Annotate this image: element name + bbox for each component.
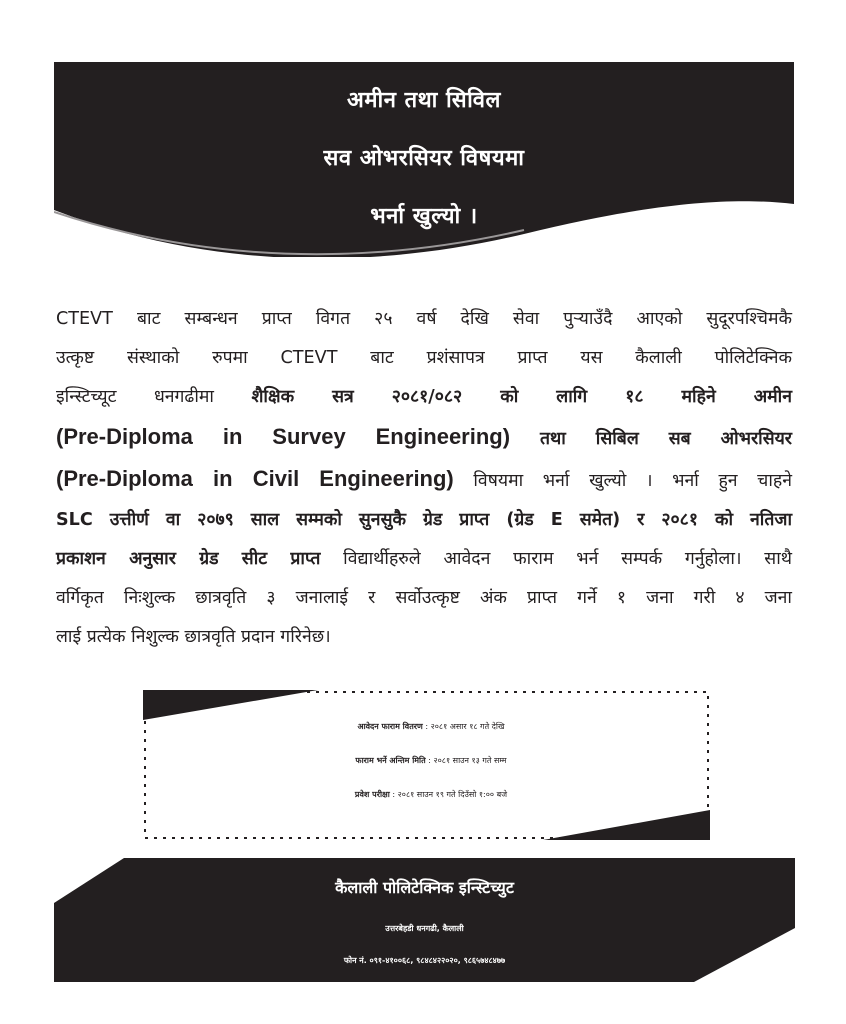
institute-phone: फोन नं. ०९१-४१००६८, ९८४८४२२०२०, ९८६५७४८४७७ [343, 956, 506, 965]
notice-body [56, 300, 792, 657]
headline-line-3: भर्ना खुल्यो । [370, 204, 478, 229]
footer-banner [54, 858, 795, 982]
body-line-7b: विद्यार्थीहरुले आवेदन फाराम भर्न सम्पर्क गर्नुहोला। साथै [320, 549, 792, 569]
headline-line-1: अमीन तथा सिविल [347, 88, 501, 113]
body-line-3a: इन्स्टिच्यूट धनगढीमा [56, 387, 252, 407]
institute-address: उत्तरबेहडी धनगढी, कैलाली [385, 924, 464, 933]
schedule-deadline-label: फाराम भर्ने अन्तिम मिति [355, 756, 426, 765]
header-banner [54, 62, 794, 257]
body-line-7 [56, 540, 792, 579]
body-line-5b: विषयमा भर्ना खुल्यो । भर्ना हुन चाहने [453, 471, 792, 491]
body-line-7a: प्रकाशन अनुसार ग्रेड सीट प्राप्त [56, 549, 321, 569]
body-line-1: CTEVT बाट सम्बन्धन प्राप्त विगत २५ वर्ष देखि सेवा पुऱ्याउँदै आएको सुदूरपश्चिमकै [56, 309, 792, 329]
body-line-9: लाई प्रत्येक निशुल्क छात्रवृति प्रदान गरिनेछ। [56, 627, 331, 647]
body-line-3 [56, 378, 792, 417]
headline-line-2: सव ओभरसियर विषयमा [323, 146, 525, 171]
body-line-8: वर्गिकृत निःशुल्क छात्रवृति ३ जनालाई र सर्वोउत्कृष्ट अंक प्राप्त गर्ने १ जना गरी ४ जना [56, 588, 792, 608]
schedule-exam-value: : २०८१ साउन १९ गते दिउँसो १:०० बजे [389, 790, 508, 799]
schedule-deadline [181, 744, 681, 778]
institute-name: कैलाली पोलिटेक्निक इन्स्टिच्युट [335, 878, 514, 897]
program-survey: (Pre-Diploma in Survey Engineering) [56, 424, 511, 449]
body-line-3b: शैक्षिक सत्र २०८१/०८२ को लागि १८ महिने अमीन [251, 387, 792, 407]
body-line-5 [56, 459, 792, 501]
schedule-exam [181, 778, 681, 812]
body-line-6: SLC उत्तीर्ण वा २०७९ साल सम्मको सुनसुकै ग्रेड प्राप्त (ग्रेड E समेत) र २०८१ को नतिजा [56, 510, 792, 530]
program-civil: (Pre-Diploma in Civil Engineering) [56, 466, 454, 491]
body-line-4b: तथा सिबिल सब ओभरसियर [510, 429, 792, 449]
schedule-distribution-value: : २०८१ असार १८ गते देखि [422, 722, 505, 731]
body-line-4 [56, 417, 792, 459]
schedule-distribution-label: आवेदन फाराम वितरण [357, 722, 423, 731]
schedule-deadline-value: : २०८१ साउन १३ गते सम्म [425, 756, 507, 765]
schedule-distribution [181, 710, 681, 744]
body-line-2: उत्कृष्ट संस्थाको रुपमा CTEVT बाट प्रशंसापत्र प्राप्त यस कैलाली पोलिटेक्निक [56, 348, 792, 368]
schedule-box [143, 690, 710, 840]
schedule-exam-label: प्रवेश परीक्षा [354, 790, 390, 799]
